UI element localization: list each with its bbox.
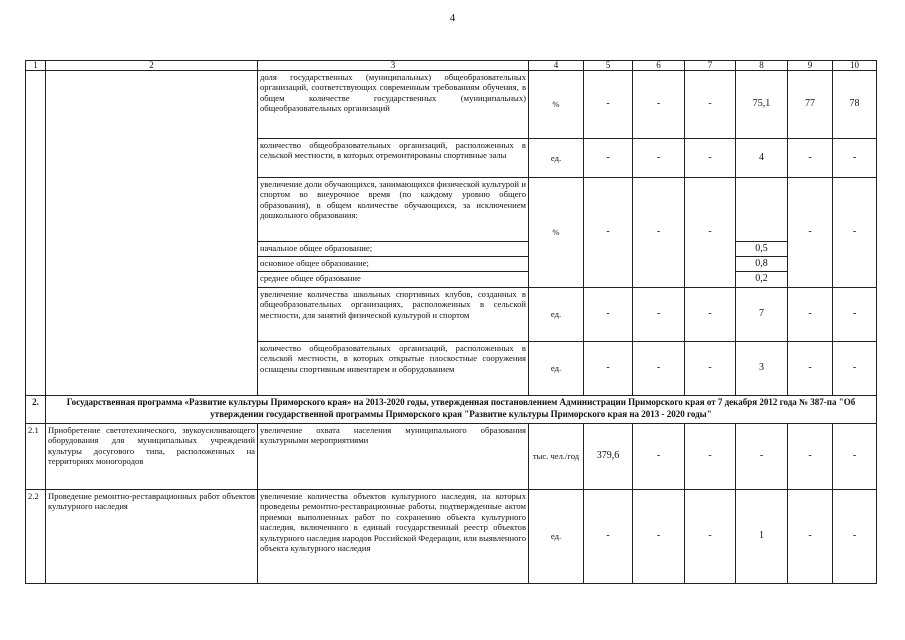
section-row [26, 395, 877, 423]
unit-cell: ед. [529, 139, 584, 178]
indicator-desc: доля государственных (муниципальных) общеобразовательных организаций, соответствующих современным требованиям обучения, в общем количестве государственных (муниципальных) общеобразовательных организаций [258, 71, 529, 139]
value-cell: - [584, 489, 633, 583]
subrow-label: основное общее образование; [258, 257, 529, 272]
value-cell: - [633, 178, 685, 288]
cell-num-empty [26, 71, 46, 396]
value-cell: 77 [788, 71, 833, 139]
value-cell: 3 [736, 341, 788, 395]
value-cell: 7 [736, 287, 788, 341]
indicator-desc: количество общеобразовательных организаций, расположенных в сельской местности, в которых отремонтированы спортивные залы [258, 139, 529, 178]
cell-event-empty [46, 71, 258, 396]
subrow-label: начальное общее образование; [258, 242, 529, 257]
col-header: 8 [736, 61, 788, 71]
value-cell: - [685, 178, 736, 288]
value-cell: - [584, 71, 633, 139]
value-cell: 379,6 [584, 423, 633, 489]
table-row [26, 489, 877, 583]
unit-cell: ед. [529, 489, 584, 583]
value-cell: - [788, 178, 833, 288]
value-cell: - [633, 423, 685, 489]
indicator-desc: увеличение количества школьных спортивных клубов, созданных в общеобразовательных организациях, расположенных в сельской местности, для занятий физической культурой и спортом [258, 287, 529, 341]
col-header: 1 [26, 61, 46, 71]
event-desc: Приобретение светотехнического, звукоусиливающего оборудования для муниципальных учреждений культуры досугового типа, расположенных на территориях моногородов [46, 423, 258, 489]
unit-cell: ед. [529, 287, 584, 341]
indicator-desc: количество общеобразовательных организаций, расположенных в сельской местности, в которых открытые плоскостные сооружения оснащены спортивным инвентарем и оборудованием [258, 341, 529, 395]
value-cell: - [736, 423, 788, 489]
indicator-desc: увеличение доли обучающихся, занимающихся физической культурой и спортом во внеурочное время (по каждому уровню общего образования), в общем количестве обучающихся, за исключением дошкольного образования: [258, 178, 529, 242]
unit-cell: ед. [529, 341, 584, 395]
value-cell: - [833, 341, 877, 395]
col-header: 9 [788, 61, 833, 71]
page-number: 4 [449, 12, 456, 24]
value-cell: - [584, 178, 633, 288]
event-desc: Проведение ремонтно-реставрационных работ объектов культурного наследия [46, 489, 258, 583]
value-cell: - [685, 489, 736, 583]
value-cell: - [788, 341, 833, 395]
section-number: 2. [26, 395, 46, 423]
unit-cell: тыс. чел./год [529, 423, 584, 489]
col-header: 6 [633, 61, 685, 71]
unit-cell: % [529, 178, 584, 288]
value-cell: 4 [736, 139, 788, 178]
value-cell: - [685, 423, 736, 489]
col-header: 7 [685, 61, 736, 71]
indicators-table [25, 60, 877, 584]
value-cell: - [685, 341, 736, 395]
value-cell: - [833, 178, 877, 288]
table-row [26, 71, 877, 139]
value-cell: - [633, 71, 685, 139]
value-cell: - [633, 341, 685, 395]
indicator-desc: увеличение количества объектов культурного наследия, на которых проведены ремонтно-реставрационные работы, подтвержденные актом приемки выполненных работ по сохранению объекта культурного наследия, включенного в единый государственный реестр объектов культурного наследия народов Российской Федерации, или выявленного объекта культурного наследия [258, 489, 529, 583]
value-cell: - [788, 423, 833, 489]
column-number-row [26, 61, 877, 71]
value-cell: - [633, 489, 685, 583]
col-header: 2 [46, 61, 258, 71]
value-cell: - [788, 287, 833, 341]
value-cell: - [833, 423, 877, 489]
value-cell: 0,5 [736, 242, 788, 257]
col-header: 10 [833, 61, 877, 71]
value-cell: - [788, 139, 833, 178]
value-cell: - [833, 287, 877, 341]
row-number: 2.2 [26, 489, 46, 583]
col-header: 3 [258, 61, 529, 71]
value-cell: - [788, 489, 833, 583]
value-cell: - [833, 139, 877, 178]
value-cell: 75,1 [736, 71, 788, 139]
table-row [26, 423, 877, 489]
value-cell: - [833, 489, 877, 583]
value-cell: - [633, 287, 685, 341]
value-cell: 0,2 [736, 272, 788, 287]
value-cell: - [633, 139, 685, 178]
value-cell-empty [736, 178, 788, 242]
row-number: 2.1 [26, 423, 46, 489]
value-cell: - [584, 287, 633, 341]
value-cell: - [685, 71, 736, 139]
unit-cell: % [529, 71, 584, 139]
col-header: 5 [584, 61, 633, 71]
value-cell: - [584, 139, 633, 178]
value-cell: 78 [833, 71, 877, 139]
value-cell: 1 [736, 489, 788, 583]
value-cell: - [584, 341, 633, 395]
subrow-label: среднее общее образование [258, 272, 529, 287]
value-cell: - [685, 287, 736, 341]
section-title: Государственная программа «Развитие культуры Приморского края» на 2013-2020 годы, утвержденная постановлением Администрации Приморского края от 7 декабря 2012 года № 387-па "Об утверждении государственной программы Приморского края "Развитие культуры Приморского края на 2013 - 2020 годы" [46, 395, 877, 423]
value-cell: - [685, 139, 736, 178]
col-header: 4 [529, 61, 584, 71]
value-cell: 0,8 [736, 257, 788, 272]
indicator-desc: увеличение охвата населения муниципального образования культурными мероприятиями [258, 423, 529, 489]
